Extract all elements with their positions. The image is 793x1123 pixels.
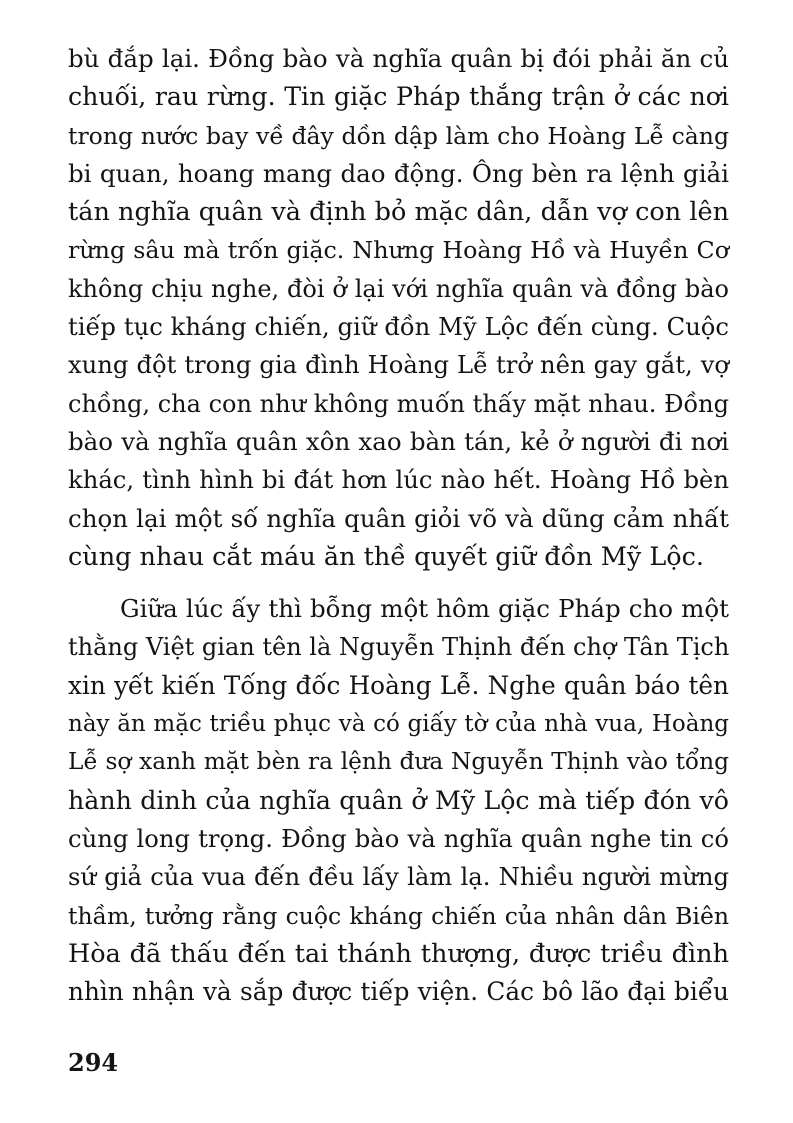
text-line: thầm, tưởng rằng cuộc kháng chiến của nhân dân Biên bbox=[68, 901, 729, 930]
text-line: Giữa lúc ấy thì bỗng một hôm giặc Pháp cho một bbox=[120, 594, 729, 624]
text-line: cùng nhau cắt máu ăn thề quyết giữ đồn Mỹ Lộc. bbox=[68, 541, 705, 572]
text-line: bi quan, hoang mang dao động. Ông bèn ra lệnh giải bbox=[68, 158, 729, 188]
text-line: xung đột trong gia đình Hoàng Lễ trở nên gay gắt, vợ bbox=[68, 350, 729, 380]
paragraph-spacing bbox=[68, 576, 729, 590]
text-line: Hòa đã thấu đến tai thánh thượng, được triều đình bbox=[68, 938, 729, 969]
text-line: chồng, cha con như không muốn thấy mặt nhau. Đồng bbox=[68, 389, 729, 418]
paragraph-1 bbox=[68, 40, 729, 576]
text-line: bào và nghĩa quân xôn xao bàn tán, kẻ ở người đi nơi bbox=[68, 426, 729, 456]
text-line: Lễ sợ xanh mặt bèn ra lệnh đưa Nguyễn Thịnh vào tổng bbox=[68, 748, 729, 776]
text-line: tán nghĩa quân và định bỏ mặc dân, dẫn vợ con lên bbox=[68, 197, 729, 228]
text-line: không chịu nghe, đòi ở lại với nghĩa quân và đồng bào bbox=[68, 274, 729, 303]
text-line: sứ giả của vua đến đều lấy làm lạ. Nhiều người mừng bbox=[68, 862, 729, 892]
text-line: rừng sâu mà trốn giặc. Nhưng Hoàng Hồ và Huyền Cơ bbox=[68, 236, 729, 265]
text-line: khác, tình hình bi đát hơn lúc nào hết. Hoàng Hồ bèn bbox=[68, 465, 729, 495]
text-line: tiếp tục kháng chiến, giữ đồn Mỹ Lộc đến cùng. Cuộc bbox=[68, 312, 729, 342]
text-line: nhìn nhận và sắp được tiếp viện. Các bô lão đại biểu bbox=[68, 977, 729, 1007]
text-line: xin yết kiến Tống đốc Hoàng Lễ. Nghe quân báo tên bbox=[68, 670, 729, 700]
paragraph-2 bbox=[68, 590, 729, 1011]
page-number: 294 bbox=[68, 1048, 119, 1077]
text-line: thằng Việt gian tên là Nguyễn Thịnh đến chợ Tân Tịch bbox=[68, 633, 730, 662]
text-line: chọn lại một số nghĩa quân giỏi võ và dũng cảm nhất bbox=[68, 503, 729, 533]
text-line: hành dinh của nghĩa quân ở Mỹ Lộc mà tiếp đón vô bbox=[68, 785, 729, 815]
body-text bbox=[68, 40, 729, 1011]
text-line: này ăn mặc triều phục và có giấy tờ của nhà vua, Hoàng bbox=[68, 711, 729, 738]
text-line: trong nước bay về đây dồn dập làm cho Hoàng Lễ càng bbox=[68, 121, 729, 150]
text-line: chuối, rau rừng. Tin giặc Pháp thắng trận ở các nơi bbox=[68, 82, 729, 112]
text-line: bù đắp lại. Đồng bào và nghĩa quân bị đói phải ăn củ bbox=[68, 44, 729, 73]
text-line: cùng long trọng. Đồng bào và nghĩa quân nghe tin có bbox=[68, 823, 729, 853]
